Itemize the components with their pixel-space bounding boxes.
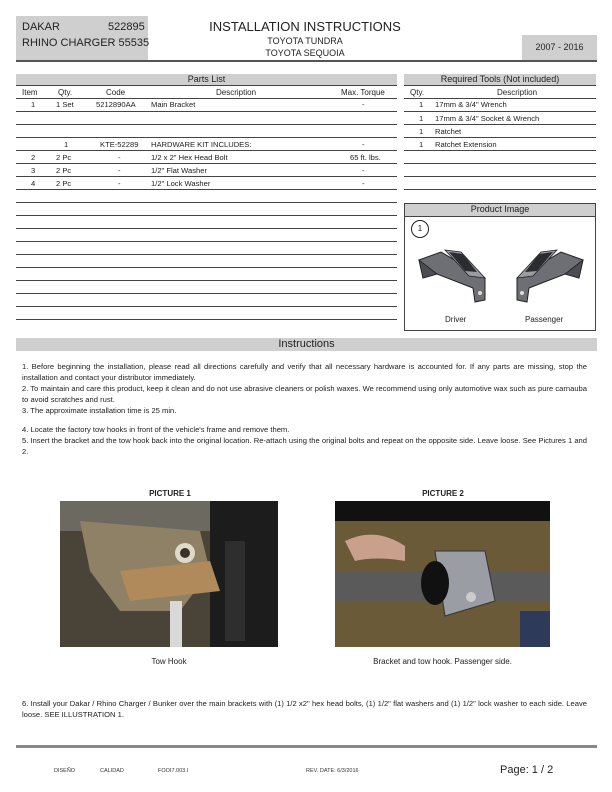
divider (16, 241, 397, 242)
divider (404, 98, 596, 99)
picture-1-title: PICTURE 1 (149, 489, 191, 498)
table-row-torque: - (362, 166, 365, 175)
table-row-description: HARDWARE KIT INCLUDES: (151, 140, 252, 149)
instruction-step-6: 6. Install your Dakar / Rhino Charger / Bunker over the main brackets with (1) 1/2 x2" hex head bolts, (1) 1/2" flat washers and (1) 1/2" lock washer to each side. Leave loose. SEE ILLUSTRATION 1. (22, 699, 587, 719)
divider (16, 267, 397, 268)
col-code: Code (106, 88, 126, 97)
parts-list-title: Parts List (16, 74, 397, 85)
header-rule (16, 60, 597, 62)
vehicle-tundra: TOYOTA TUNDRA (267, 36, 343, 46)
tool-qty: 1 (419, 127, 424, 136)
instruction-step-5: 5. Insert the bracket and the tow hook back into the original location. Re-attach using the original bolts and repeat on the opposite side. Leave loose. See Pictures 1 and 2. (22, 436, 587, 456)
years: 2007 - 2016 (535, 42, 584, 52)
divider (16, 280, 397, 281)
divider (404, 111, 596, 112)
footer-design: DISEÑO (54, 768, 76, 774)
footer-quality: CALIDAD (100, 768, 124, 774)
footer-rev-date: REV. DATE: 6/3/2016 (306, 768, 359, 774)
required-tools (404, 74, 596, 194)
col-description: Description (497, 88, 538, 97)
footer-rule (16, 745, 597, 748)
table-row-qty: 1 Set (56, 100, 74, 109)
brand-dakar: DAKAR (22, 21, 60, 33)
instruction-step-1: 1. Before beginning the installation, please read all directions carefully and verify that all necessary hardware is accounted for. If any parts are missing, stop the installation and contact your distributor immediately. (22, 362, 587, 382)
divider (16, 150, 397, 151)
picture-1-caption: Tow Hook (151, 657, 187, 666)
page-number: Page: 1 / 2 (500, 764, 554, 776)
divider (16, 228, 397, 229)
parts-list (16, 74, 397, 324)
picture-2-title: PICTURE 2 (422, 489, 464, 498)
picture-2-photo (335, 501, 550, 647)
table-row-code: - (118, 179, 121, 188)
table-row-qty: 2 Pc (56, 153, 72, 162)
table-row-code: - (118, 153, 121, 162)
table-row-description: 1/2" Lock Washer (151, 179, 211, 188)
tool-qty: 1 (419, 140, 424, 149)
tow-hook-photo (60, 501, 278, 647)
col-description: Description (216, 88, 257, 97)
col-item: Item (22, 88, 38, 97)
divider (404, 150, 596, 151)
divider (16, 85, 397, 86)
instruction-step-2: 2. To maintain and care this product, keep it clean and do not use abrasive cleaners or polish waxes. We recommend using only automotive wax such as pure carnauba to avoid scratches and rust. (22, 384, 587, 404)
divider (16, 163, 397, 164)
tool-qty: 1 (419, 114, 424, 123)
col-qty: Qty. (410, 88, 425, 97)
divider (404, 137, 596, 138)
tools-title: Required Tools (Not included) (404, 74, 596, 85)
brackets-illustration (413, 238, 589, 308)
tool-qty: 1 (419, 100, 424, 109)
table-row-code: 5212890AA (96, 100, 136, 109)
bracket-photo (335, 501, 550, 647)
divider (16, 98, 397, 99)
part-number: 522895 (108, 21, 145, 33)
image-number-badge: 1 (411, 220, 429, 238)
divider (16, 137, 397, 138)
driver-bracket (419, 250, 485, 302)
tool-description: 17mm & 3/4" Socket & Wrench (435, 114, 540, 123)
driver-label: Driver (445, 315, 467, 324)
divider (404, 163, 596, 164)
tool-description: 17mm & 3/4" Wrench (435, 100, 507, 109)
col-qty: Qty. (58, 88, 73, 97)
divider (16, 306, 397, 307)
instruction-step-4: 4. Locate the factory tow hooks in front of the vehicle's frame and remove them. (22, 425, 290, 434)
table-row-qty: 1 (64, 140, 69, 149)
divider (16, 319, 397, 320)
footer-form-code: FOOI7.003.I (158, 768, 189, 774)
table-row-code: KTE-52289 (100, 140, 139, 149)
divider (404, 189, 596, 190)
table-row-code: - (118, 166, 121, 175)
divider (16, 176, 397, 177)
table-row-torque: 65 ft. lbs. (350, 153, 381, 162)
table-row-item: 4 (31, 179, 36, 188)
divider (16, 124, 397, 125)
table-row-qty: 2 Pc (56, 166, 72, 175)
table-row-torque: - (362, 179, 365, 188)
divider (404, 124, 596, 125)
table-row-qty: 2 Pc (56, 179, 72, 188)
divider (404, 176, 596, 177)
brand-rhino: RHINO CHARGER 55535 (22, 37, 150, 49)
tool-description: Ratchet (435, 127, 462, 136)
table-row-description: 1/2" Flat Washer (151, 166, 208, 175)
passenger-bracket (517, 250, 583, 302)
divider (16, 202, 397, 203)
instruction-step-3: 3. The approximate installation time is 25 min. (22, 406, 177, 415)
divider (16, 293, 397, 294)
picture-1-photo (60, 501, 278, 647)
divider (16, 215, 397, 216)
table-row-item: 2 (31, 153, 36, 162)
col-torque: Max. Torque (341, 88, 385, 97)
product-image-panel (404, 203, 596, 331)
table-row-torque: - (362, 140, 365, 149)
table-row-torque: - (362, 100, 365, 109)
picture-2-caption: Bracket and tow hook. Passenger side. (373, 657, 512, 666)
table-row-description: Main Bracket (151, 100, 196, 109)
instructions-title: Instructions (16, 338, 597, 351)
product-image-title: Product Image (405, 204, 595, 217)
divider (16, 189, 397, 190)
vehicle-sequoia: TOYOTA SEQUOIA (265, 48, 345, 58)
divider (16, 254, 397, 255)
tool-description: Ratchet Extension (435, 140, 497, 149)
page-title: INSTALLATION INSTRUCTIONS (209, 19, 401, 34)
table-row-item: 1 (31, 100, 36, 109)
table-row-description: 1/2 x 2" Hex Head Bolt (151, 153, 228, 162)
divider (16, 111, 397, 112)
table-row-item: 3 (31, 166, 36, 175)
divider (404, 85, 596, 86)
passenger-label: Passenger (525, 315, 564, 324)
